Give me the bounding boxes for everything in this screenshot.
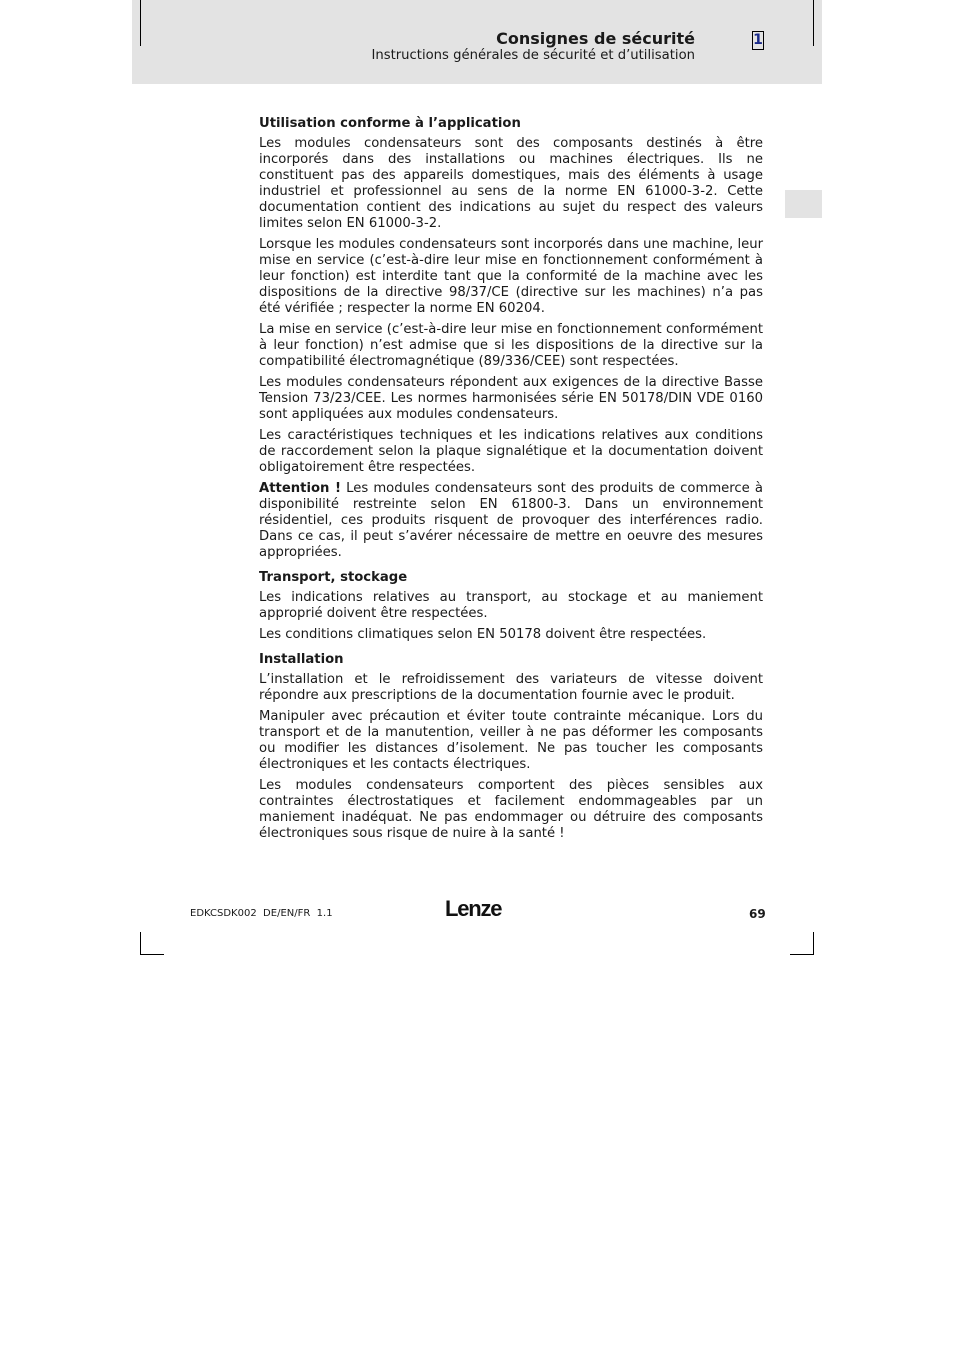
section-utilisation [259,116,763,561]
crop-mark-bottom-right-h [790,954,814,955]
crop-mark-bottom-left-v [140,932,141,955]
paragraph: La mise en service (c’est-à-dire leur mise en fonctionnement conformément à leur fonction) n’est admise que si les dispositions de la directive sur la compatibilité électromagnétique (89/336/CEE) sont respectées. [259,322,763,369]
crop-mark-bottom-left-h [140,954,164,955]
paragraph: L’installation et le refroidissement des variateurs de vitesse doivent répondre aux prescriptions de la documentation fournie avec le produit. [259,672,763,703]
lenze-logo [444,896,508,926]
attention-label: Attention ! [259,481,341,496]
section-heading: Installation [259,652,344,667]
paragraph: Les modules condensateurs comportent des pièces sensibles aux contraintes électrostatiques et facilement endommageables par un maniement inadéquat. Ne pas endommager ou détruire des composants électroniques sous risque de nuire à la santé ! [259,778,763,841]
paragraph: Manipuler avec précaution et éviter toute contrainte mécanique. Lors du transport et de la manutention, veiller à ne pas déformer les composants ou modifier les distances d’isolement. Ne pas toucher les composants électroniques et les contacts électriques. [259,709,763,772]
doc-code: EDKCSDK002 DE/EN/FR 1.1 [190,908,333,919]
paragraph: Les conditions climatiques selon EN 50178 doivent être respectées. [259,627,707,642]
page-subtitle: Instructions générales de sécurité et d’utilisation [371,48,695,63]
paragraph: Les caractéristiques techniques et les indications relatives aux conditions de raccordement selon la plaque signalétique et la documentation doivent obligatoirement être respectées. [259,428,763,475]
logo-text: Lenze [445,896,502,921]
section-installation [259,652,763,842]
paragraph: Les modules condensateurs répondent aux exigences de la directive Basse Tension 73/23/CEE. Les normes harmonisées série EN 50178/DIN VDE 0160 sont appliquées aux modules condensateurs. [259,375,763,422]
crop-mark-top-left [140,0,141,46]
chapter-badge: 1 [753,32,763,48]
crop-mark-bottom-right-v [813,932,814,955]
side-tab [785,190,822,218]
paragraph: Les indications relatives au transport, au stockage et au maniement approprié doivent être respectées. [259,590,763,621]
crop-mark-top-right [813,0,814,46]
section-heading: Utilisation conforme à l’application [259,116,521,131]
section-heading: Transport, stockage [259,570,408,585]
paragraph: Lorsque les modules condensateurs sont incorporés dans une machine, leur mise en service (c’est-à-dire leur mise en fonctionnement conformément à leur fonction) est interdite tant que la conformité de la machine avec les dispositions de la directive 98/37/CE (directive sur les machines) n’a pas été vérifiée ; respecter la norme EN 60204. [259,237,763,316]
page-number: 69 [749,907,766,921]
section-transport [259,570,763,643]
paragraph-attention [259,481,763,561]
header-band [132,0,822,84]
paragraph: Les modules condensateurs sont des composants destinés à être incorporés dans des installations ou machines électriques. Ils ne constituent pas des appareils domestiques, mais des éléments à usage industriel et professionnel au sens de la norme EN 61000-3-2. Cette documentation contient des indications au sujet du respect des valeurs limites selon EN 61000-3-2. [259,136,763,231]
page-title: Consignes de sécurité [496,29,695,48]
attention-text: Les modules condensateurs sont des produits de commerce à disponibilité restreinte selon EN 61800-3. Dans un environnement résidentiel, ces produits risquent de provoquer des interférences radio. Dans ce cas, il peut s’avérer nécessaire de mettre en oeuvre des mesures appropriées. [259,481,763,560]
document-body [259,116,763,847]
